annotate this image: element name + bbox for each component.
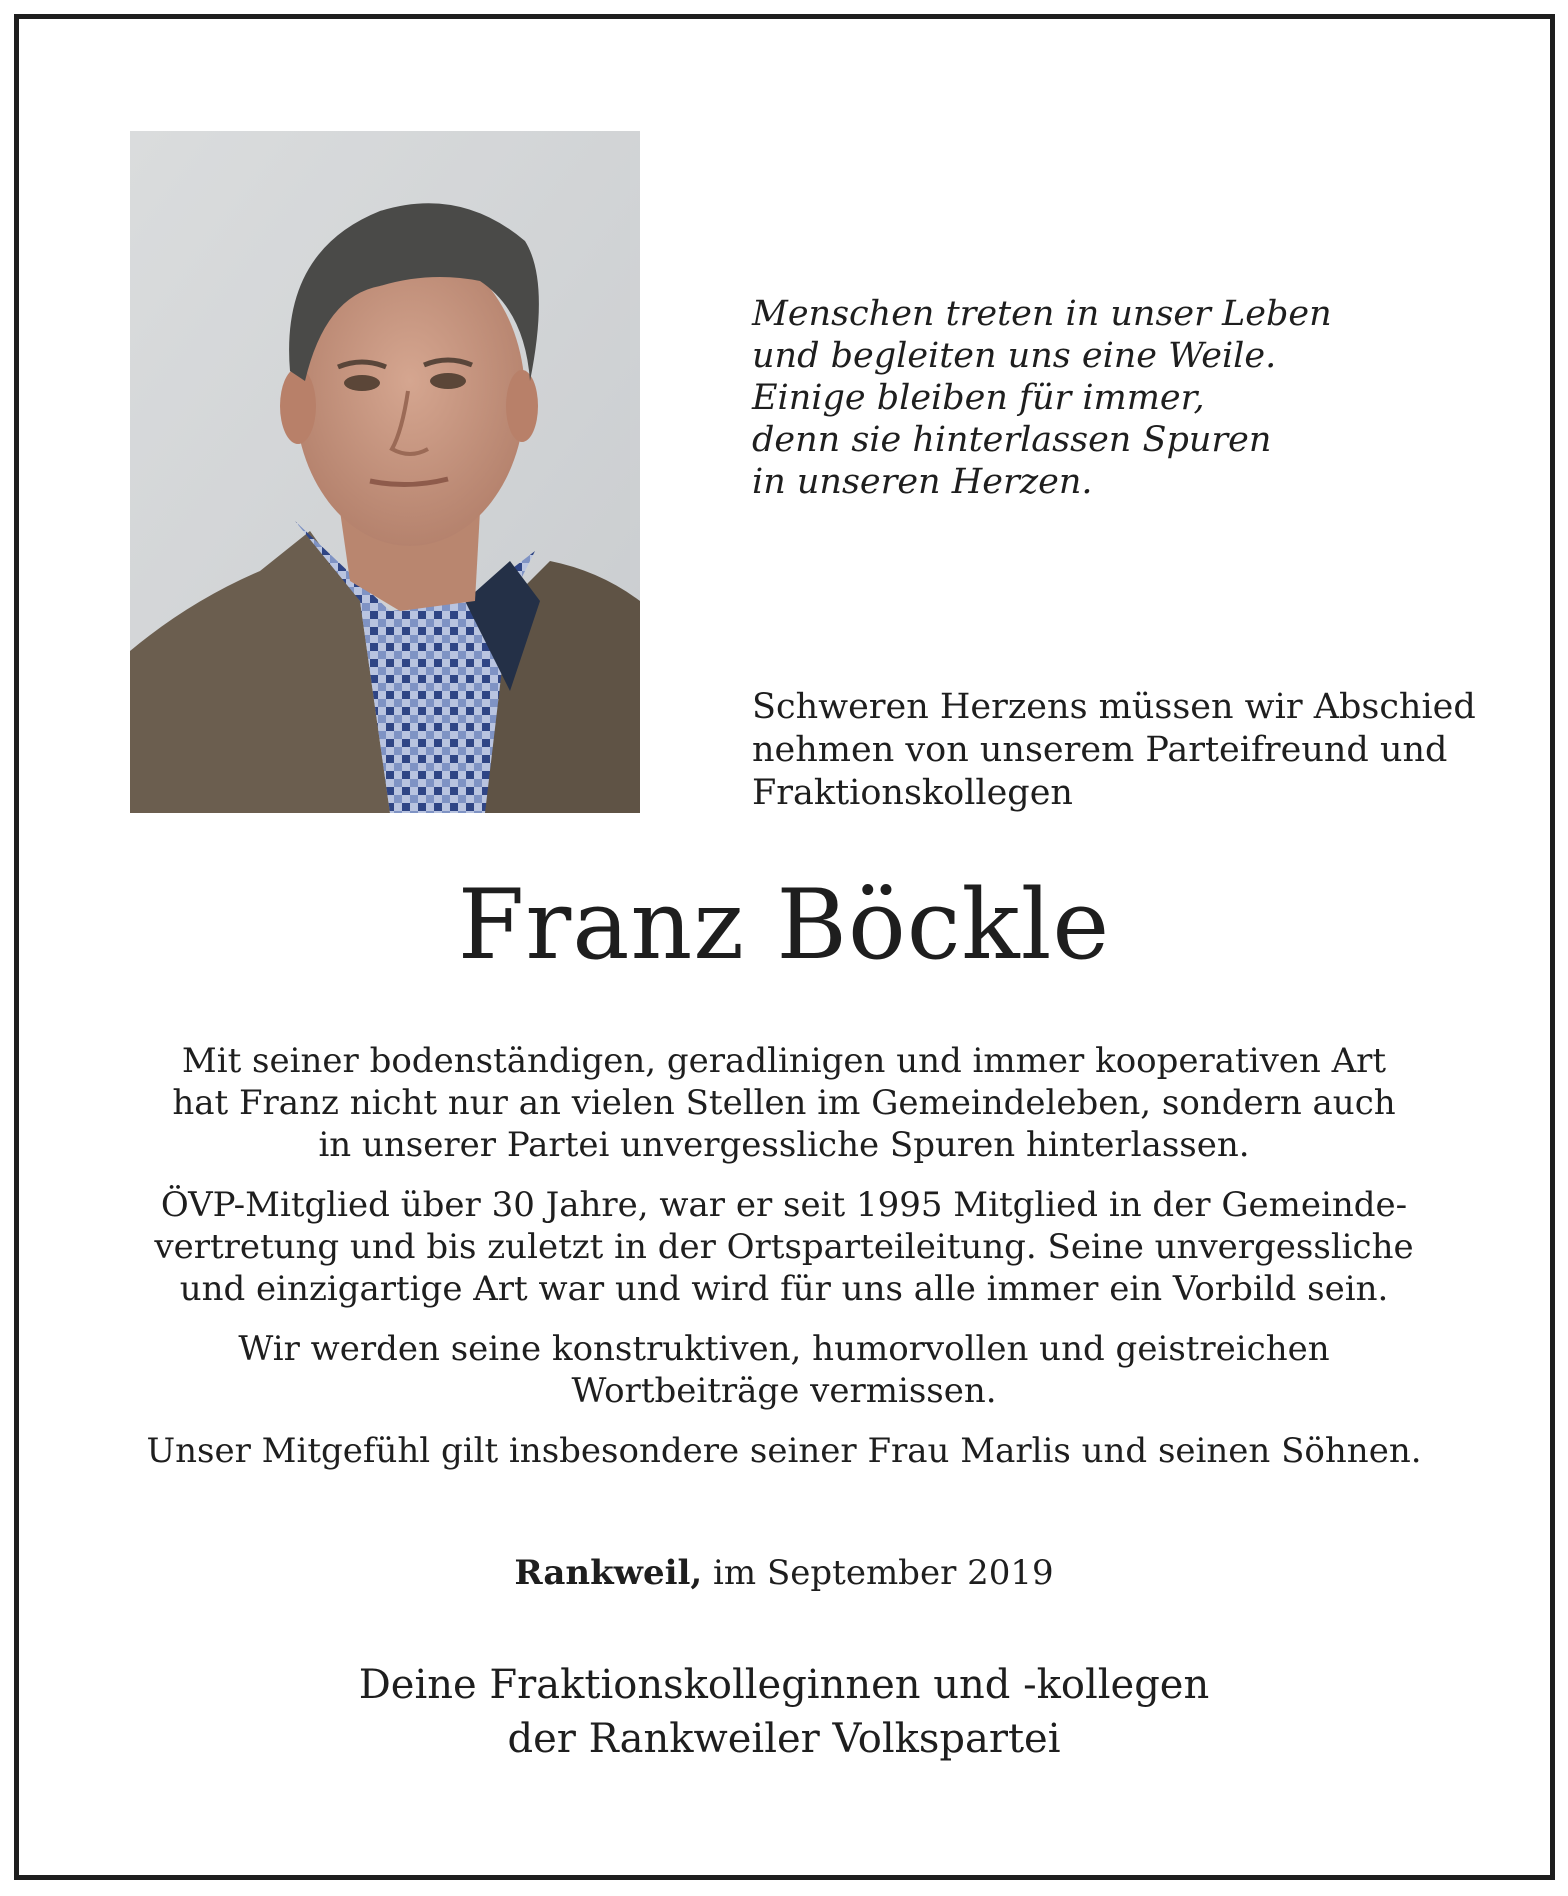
quote-line: in unseren Herzen.	[752, 462, 1093, 502]
tribute-line: und einzigartige Art war und wird für uns alle immer ein Vorbild sein.	[179, 1269, 1389, 1309]
quote-line: Menschen treten in unser Leben	[752, 294, 1332, 334]
intro-line: nehmen von unserem Parteifreund und	[752, 730, 1448, 770]
tribute-line: vertretung und bis zuletzt in der Ortsparteileitung. Seine unvergessliche	[154, 1227, 1414, 1267]
portrait-photo	[130, 131, 640, 813]
farewell-intro	[752, 686, 1476, 815]
memorial-quote	[752, 293, 1392, 503]
place-and-date	[0, 1552, 1568, 1594]
place-name: Rankweil,	[514, 1553, 703, 1593]
tribute-paragraph	[100, 1184, 1468, 1310]
tribute-line: Wortbeiträge vermissen.	[571, 1371, 997, 1411]
deceased-name: Franz Böckle	[457, 869, 1111, 981]
tribute-text	[100, 1040, 1468, 1490]
tribute-paragraph	[100, 1040, 1468, 1166]
tribute-line: hat Franz nicht nur an vielen Stellen im Gemeindeleben, sondern auch	[172, 1083, 1396, 1123]
signature-line: Deine Fraktionskolleginnen und -kollegen	[358, 1662, 1210, 1708]
tribute-paragraph	[100, 1430, 1468, 1472]
quote-line: Einige bleiben für immer,	[752, 378, 1205, 418]
signature-block	[0, 1658, 1568, 1766]
intro-line: Schweren Herzens müssen wir Abschied	[752, 687, 1476, 727]
tribute-line: ÖVP-Mitglied über 30 Jahre, war er seit 1995 Mitglied in der Gemeinde-	[160, 1185, 1408, 1225]
signature-line: der Rankweiler Volkspartei	[507, 1716, 1061, 1762]
intro-line: Fraktionskollegen	[752, 773, 1073, 813]
tribute-paragraph	[100, 1328, 1468, 1412]
quote-line: denn sie hinterlassen Spuren	[752, 420, 1272, 460]
tribute-line: Wir werden seine konstruktiven, humorvollen und geistreichen	[238, 1329, 1330, 1369]
tribute-line: in unserer Partei unvergessliche Spuren hinterlassen.	[318, 1125, 1250, 1165]
tribute-line: Mit seiner bodenständigen, geradlinigen und immer kooperativen Art	[181, 1041, 1387, 1081]
quote-line: und begleiten uns eine Weile.	[752, 336, 1277, 376]
date-text: im September 2019	[702, 1553, 1054, 1593]
tribute-line: Unser Mitgefühl gilt insbesondere seiner Frau Marlis und seinen Söhnen.	[146, 1431, 1422, 1471]
